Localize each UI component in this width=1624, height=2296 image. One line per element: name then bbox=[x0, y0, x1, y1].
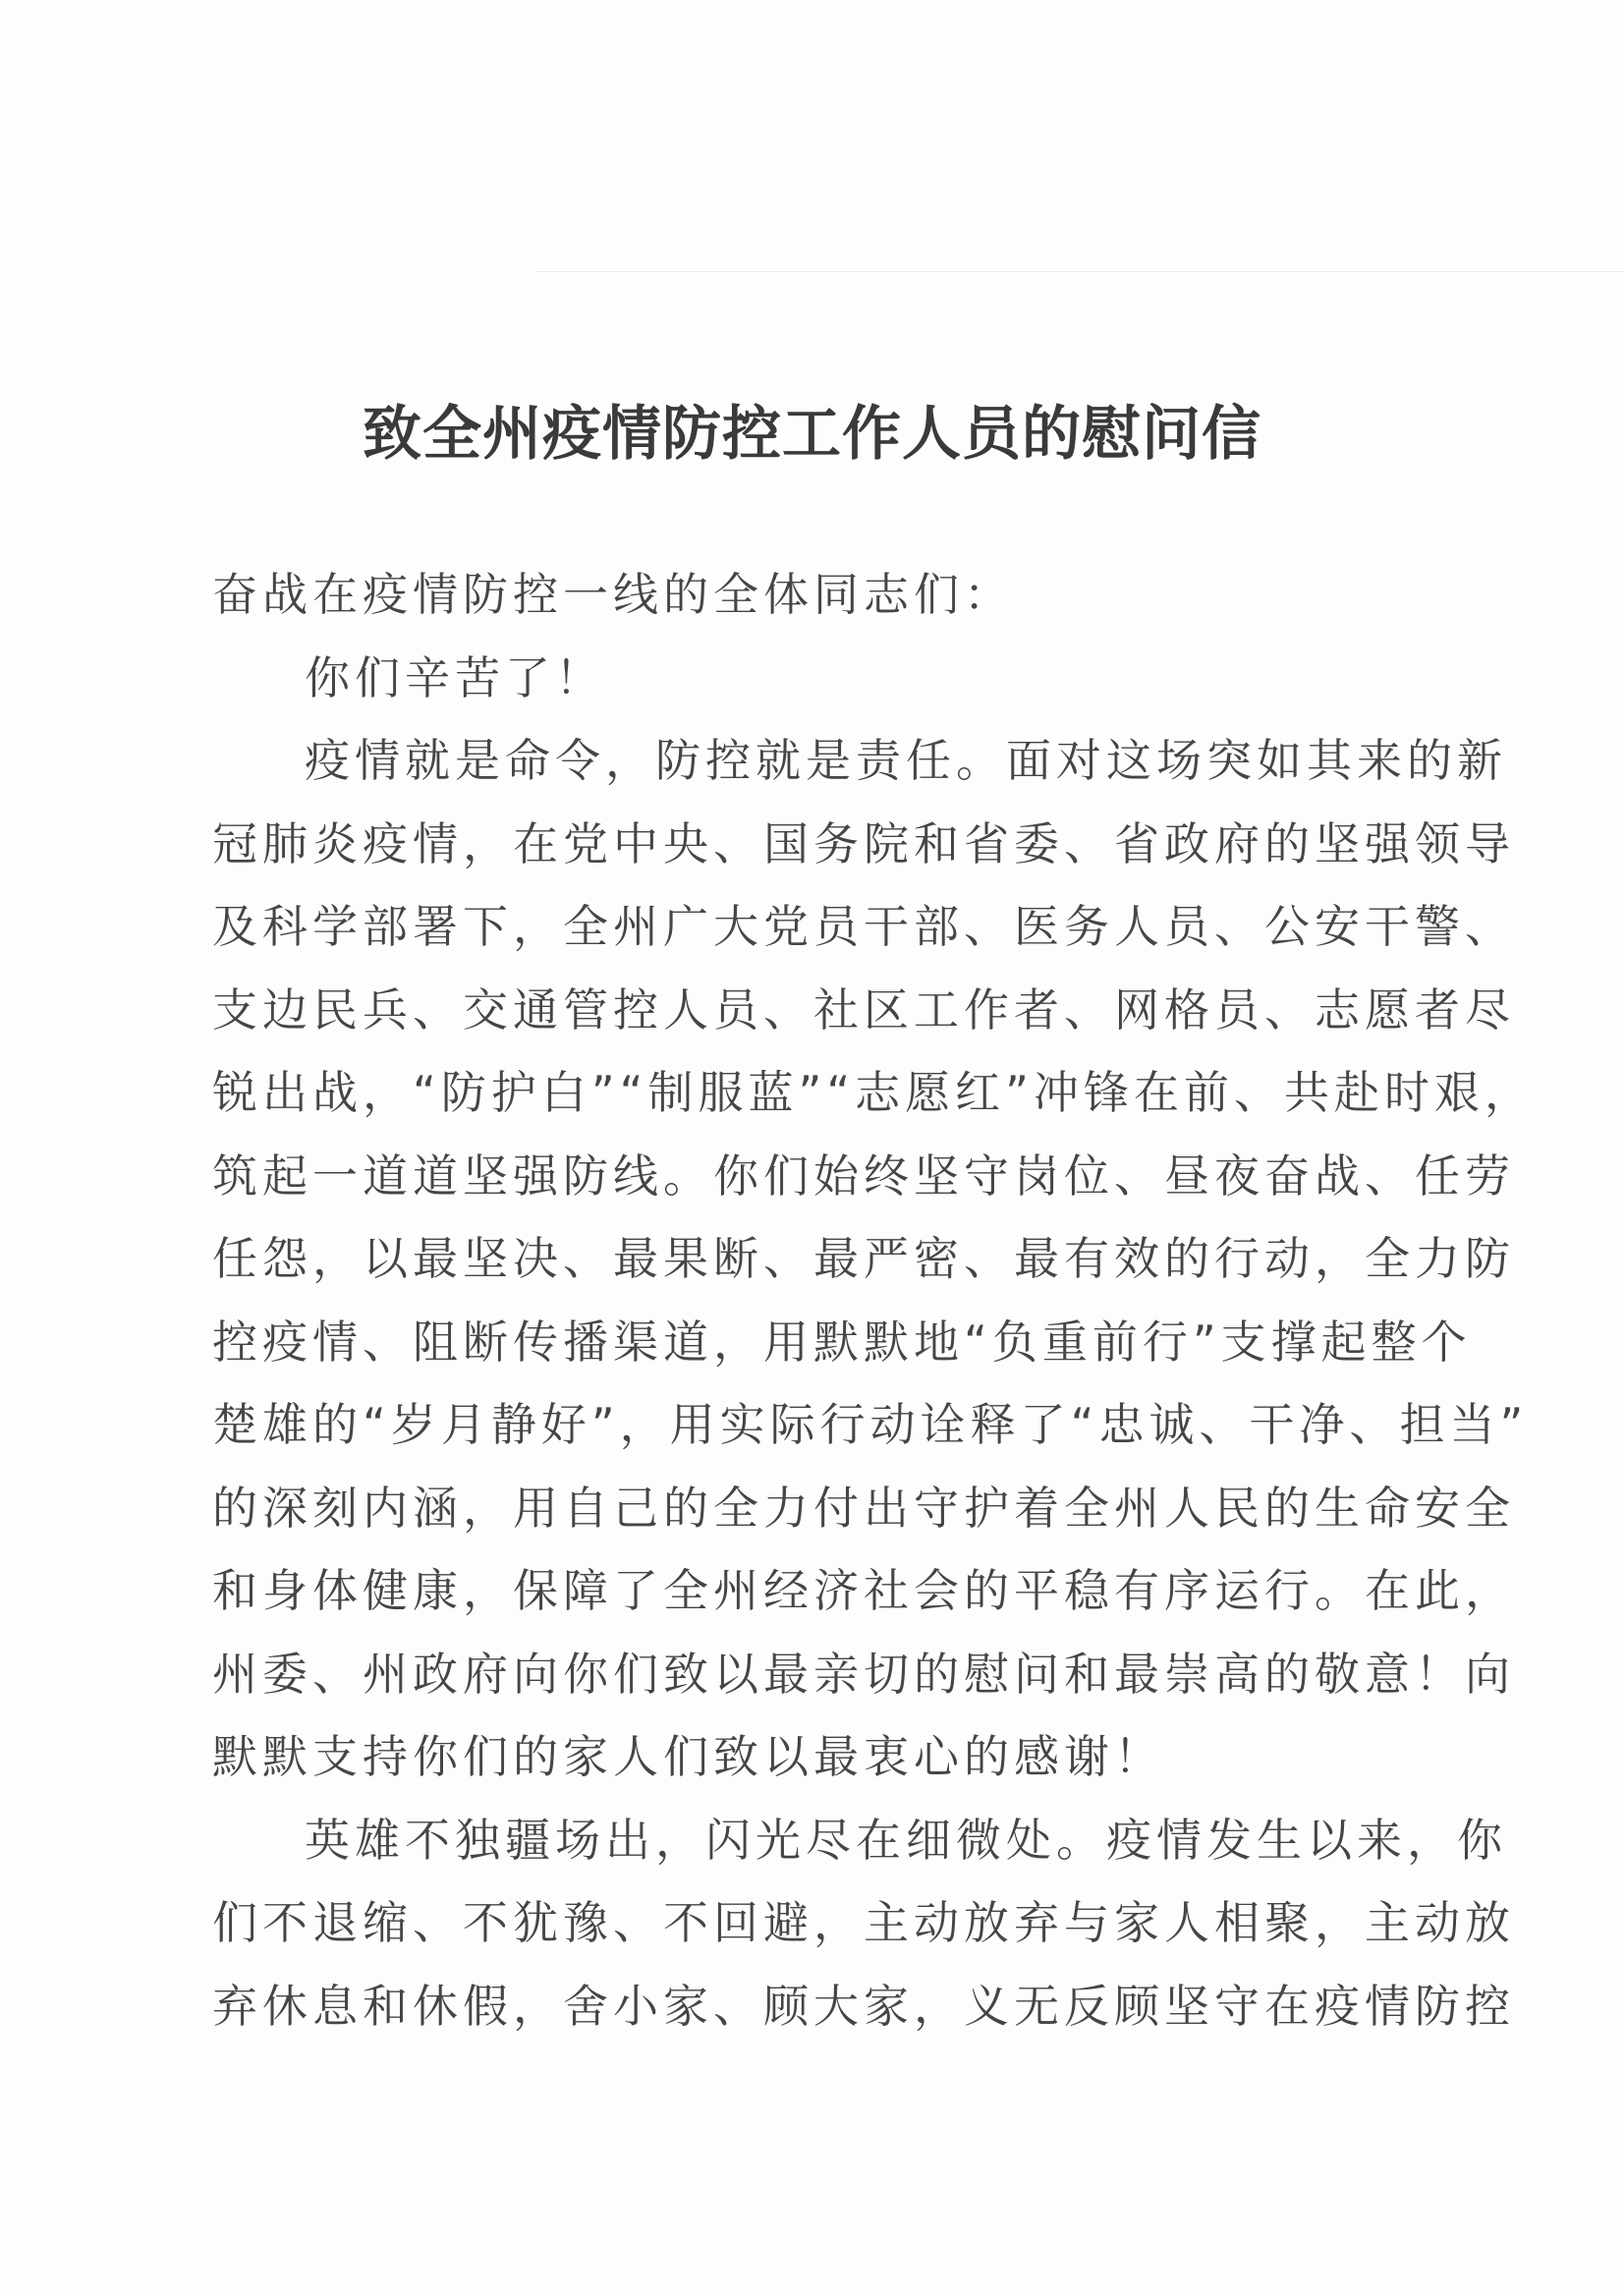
paragraph-line: 锐出战，“防护白”“制服蓝”“志愿红”冲锋在前、共赴时艰， bbox=[212, 1066, 1535, 1119]
paragraph-line: 英雄不独疆场出，闪光尽在细微处。疫情发生以来，你 bbox=[305, 1813, 1507, 1867]
paragraph-line: 冠肺炎疫情，在党中央、国务院和省委、省政府的坚强领导 bbox=[212, 816, 1515, 870]
paragraph-line: 州委、州政府向你们致以最亲切的慰问和最崇高的敬意！向 bbox=[212, 1647, 1515, 1701]
paragraph-line: 和身体健康，保障了全州经济社会的平稳有序运行。在此， bbox=[212, 1564, 1515, 1617]
letter-title: 致全州疫情防控工作人员的慰问信 bbox=[363, 400, 1261, 470]
paragraph-line: 支边民兵、交通管控人员、社区工作者、网格员、志愿者尽 bbox=[212, 982, 1515, 1036]
paragraph-line: 楚雄的“岁月静好”，用实际行动诠释了“忠诚、干净、担当” bbox=[212, 1398, 1529, 1451]
paragraph-line: 的深刻内涵，用自己的全力付出守护着全州人民的生命安全 bbox=[212, 1481, 1515, 1535]
paragraph-line: 疫情就是命令，防控就是责任。面对这场突如其来的新 bbox=[305, 734, 1507, 787]
scan-edge-line bbox=[535, 271, 1624, 272]
letter-body bbox=[212, 553, 1535, 2047]
paragraph-line: 默默支持你们的家人们致以最衷心的感谢！ bbox=[212, 1730, 1164, 1783]
paragraph-line: 任怨，以最坚决、最果断、最严密、最有效的行动，全力防 bbox=[212, 1232, 1515, 1285]
paragraph-2 bbox=[212, 1799, 1515, 2048]
paragraph-line: 弃休息和休假，舍小家、顾大家，义无反顾坚守在疫情防控 bbox=[212, 1979, 1515, 2033]
paragraph-line: 及科学部署下，全州广大党员干部、医务人员、公安干警、 bbox=[212, 900, 1515, 953]
salutation: 奋战在疫情防控一线的全体同志们： bbox=[212, 568, 1014, 621]
greeting: 你们辛苦了！ bbox=[305, 650, 605, 704]
paragraph-line: 们不退缩、不犹豫、不回避，主动放弃与家人相聚，主动放 bbox=[212, 1896, 1515, 1949]
paragraph-line: 控疫情、阻断传播渠道，用默默地“负重前行”支撑起整个 bbox=[212, 1315, 1472, 1369]
paragraph-line: 筑起一道道坚强防线。你们始终坚守岗位、昼夜奋战、任劳 bbox=[212, 1148, 1515, 1203]
paragraph-1 bbox=[212, 719, 1535, 1799]
